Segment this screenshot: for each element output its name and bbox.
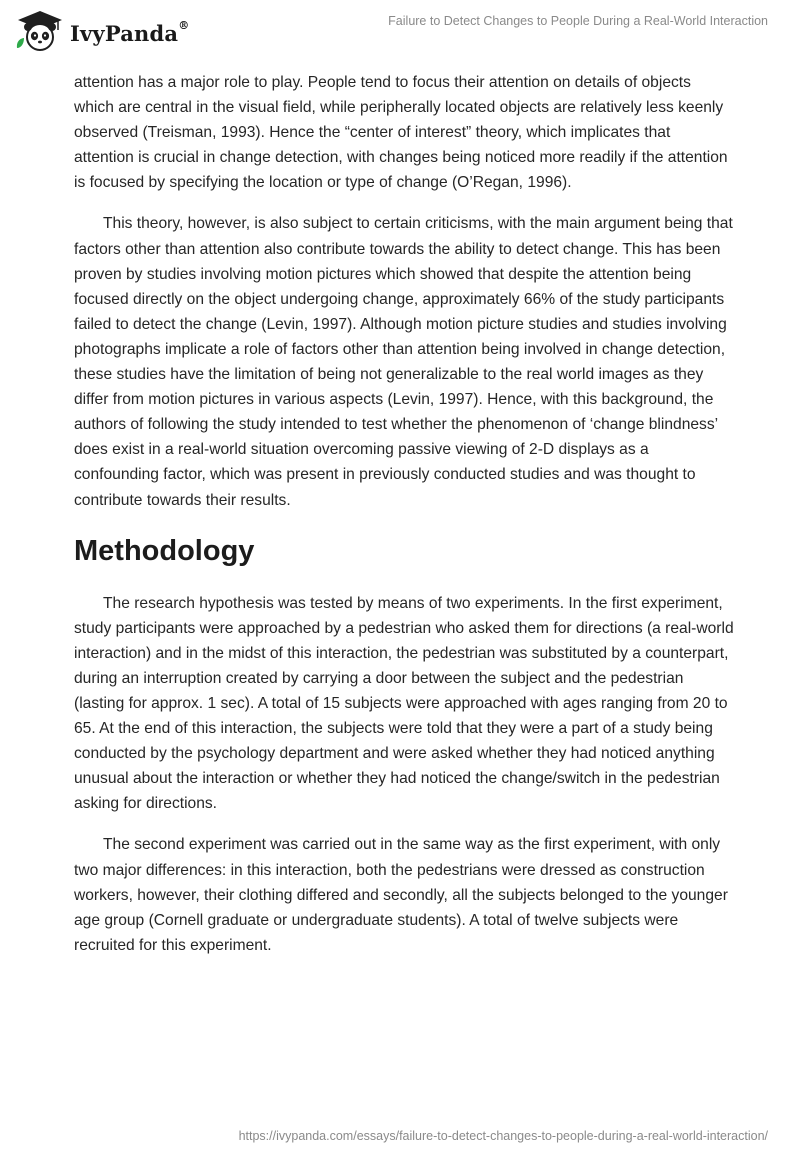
logo-text: IvyPanda® <box>70 18 190 46</box>
section-heading: Methodology <box>74 534 255 567</box>
panda-graduate-icon <box>14 8 66 52</box>
paragraph: The second experiment was carried out in the same way as the first experiment, with only two major differences: in this interaction, both the pedestrians were dressed as construction workers, however, their clothing differed and secondly, all the subjects belonged to the younger age group (Cornell graduate or undergraduate students). A total of twelve subjects were recruited for this experiment. <box>74 836 728 954</box>
ivypanda-logo[interactable] <box>14 8 189 52</box>
page-header <box>0 0 800 70</box>
article-body <box>74 70 734 974</box>
paragraph: The research hypothesis was tested by means of two experiments. In the first experiment, study participants were approached by a pedestrian who asked them for directions (a real-world interaction) and in the midst of this interaction, the pedestrian was substituted by a counterpart, during an interruption created by carrying a door between the subject and the pedestrian (lasting for approx. 1 sec). A total of 15 subjects were approached with ages ranging from 20 to 65. At the end of this interaction, the subjects were told that they were a part of a study being conducted by the psychology department and were asked whether they had noticed anything unusual about the interaction or whether they had noticed the change/switch in the pedestrian asking for directions. <box>74 594 734 813</box>
source-url[interactable]: https://ivypanda.com/essays/failure-to-detect-changes-to-people-during-a-real-world-interaction/ <box>238 1129 768 1143</box>
paragraph: This theory, however, is also subject to certain criticisms, with the main argument being that factors other than attention also contribute towards the ability to detect change. This has been proven by studies involving motion pictures which showed that despite the attention being focused directly on the object undergoing change, approximately 66% of the study participants failed to detect the change (Levin, 1997). Although motion picture studies and studies involving photographs implicate a role of factors other than attention being involved in change detection, these studies have the limitation of being not generalizable to the real world images as they differ from motion pictures in various aspects (Levin, 1997). Hence, with this background, the authors of following the study intended to test whether the phenomenon of ‘change blindness’ does exist in a real-world situation overcoming passive viewing of 2-D displays as a confounding factor, which was present in previously conducted studies and was thought to contribute towards their results. <box>74 215 733 509</box>
paragraph: attention has a major role to play. People tend to focus their attention on details of objects which are central in the visual field, while peripherally located objects are relatively less keenly observed (Treisman, 1993). Hence the “center of interest” theory, which implicates that attention is crucial in change detection, with changes being noticed more readily if the attention is focused by specifying the location or type of change (O’Regan, 1996). <box>74 74 728 192</box>
registered-mark: ® <box>178 18 190 32</box>
document-title: Failure to Detect Changes to People During a Real-World Interaction <box>388 14 768 28</box>
